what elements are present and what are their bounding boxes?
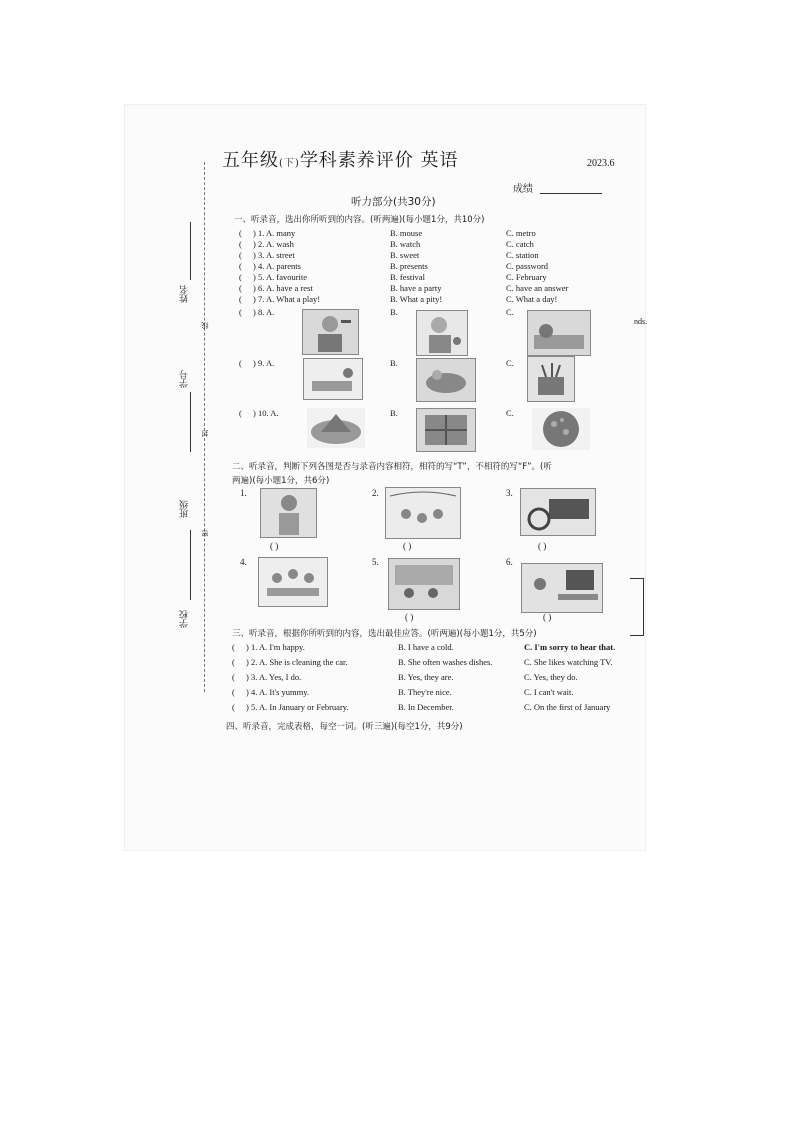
- question-row: ( ) 5. A. In January or February.: [232, 702, 349, 712]
- question-row: ( ) 10. A.: [239, 408, 279, 418]
- option-c[interactable]: C. password: [506, 261, 549, 271]
- magnifier-object-image[interactable]: [520, 488, 596, 536]
- id-label: 学号: [180, 370, 190, 388]
- option-b[interactable]: B. festival: [390, 272, 425, 282]
- section1-heading: 一、听录音，选出你所听到的内容。(听两遍)(每小题1分，共10分): [234, 215, 485, 225]
- id-blank[interactable]: [190, 392, 191, 452]
- picture-number: 3.: [506, 488, 513, 498]
- picture-number: 5.: [372, 557, 379, 567]
- option-b-label: B.: [390, 358, 398, 368]
- option-c-label: C.: [506, 358, 514, 368]
- question-row: ( ) 3. A. Yes, I do.: [232, 672, 302, 682]
- question-row: ( ) 4. A. It's yummy.: [232, 687, 310, 697]
- option-b[interactable]: B. have a party: [390, 283, 442, 293]
- picture-number: 2.: [372, 488, 379, 498]
- family-dinner-image[interactable]: [258, 557, 328, 607]
- answer-blank[interactable]: ( ): [270, 541, 279, 551]
- option-b[interactable]: B. presents: [390, 261, 428, 271]
- part-title: 听力部分(共30分): [351, 196, 436, 208]
- name-blank[interactable]: [190, 222, 191, 280]
- section3-heading: 三、听录音，根据你所听到的内容，选出最佳应答。(听两遍)(每小题1分，共5分): [232, 629, 537, 639]
- option-c[interactable]: C. I'm sorry to hear that.: [524, 642, 616, 652]
- option-c[interactable]: C. On the first of January: [524, 702, 611, 712]
- school-label: 学校: [180, 610, 190, 628]
- option-b[interactable]: B. What a pity!: [390, 294, 443, 304]
- question-row: ( ) 7. A. What a play!: [239, 294, 321, 304]
- option-c-label: C.: [506, 408, 514, 418]
- score-blank[interactable]: [540, 193, 602, 194]
- section2-heading-cont: 两遍)(每小题1分，共6分): [232, 476, 330, 486]
- question-row: ( ) 2. A. She is cleaning the car.: [232, 657, 348, 667]
- picture-number: 1.: [240, 488, 247, 498]
- title-term: (下): [279, 158, 300, 169]
- washing-hands-image[interactable]: [303, 358, 363, 400]
- exam-date: 2023.6: [587, 158, 615, 169]
- picture-number: 6.: [506, 557, 513, 567]
- section4-heading: 四、听录音，完成表格，每空一词。(听三遍)(每空1分，共9分): [226, 722, 463, 732]
- option-c[interactable]: C. catch: [506, 239, 534, 249]
- answer-blank[interactable]: ( ): [538, 541, 547, 551]
- round-pizza-image[interactable]: [532, 408, 590, 450]
- question-row: ( ) 4. A. parents: [239, 261, 301, 271]
- option-c[interactable]: C. What a day!: [506, 294, 558, 304]
- answer-blank[interactable]: ( ): [405, 612, 414, 622]
- washing-dishes-image[interactable]: [416, 358, 476, 402]
- option-c[interactable]: C. She likes watching TV.: [524, 657, 613, 667]
- question-row: ( ) 1. A. many: [239, 228, 296, 238]
- seal-line: [204, 162, 205, 692]
- option-c[interactable]: C. metro: [506, 228, 536, 238]
- child-sneezing-image[interactable]: [260, 488, 317, 538]
- question-row: ( ) 9. A.: [239, 358, 275, 368]
- option-c[interactable]: C. I can't wait.: [524, 687, 574, 697]
- option-b[interactable]: B. Yes, they are.: [398, 672, 454, 682]
- answer-blank[interactable]: ( ): [543, 612, 552, 622]
- children-playing-image[interactable]: [385, 487, 461, 539]
- answer-blank[interactable]: ( ): [403, 541, 412, 551]
- class-label: 班级: [180, 500, 190, 518]
- picture-number: 4.: [240, 557, 247, 567]
- boy-thinking-image[interactable]: [416, 310, 468, 356]
- score-label: 成绩: [513, 184, 533, 195]
- option-b[interactable]: B. In December.: [398, 702, 454, 712]
- line-mark: 线: [201, 322, 209, 329]
- question-row: ( ) 2. A. wash: [239, 239, 294, 249]
- question-row: ( ) 1. A. I'm happy.: [232, 642, 305, 652]
- close-mark: 密: [201, 530, 209, 537]
- option-b[interactable]: B. They're nice.: [398, 687, 452, 697]
- question-row: ( ) 3. A. street: [239, 250, 295, 260]
- option-b[interactable]: B. She often washes dishes.: [398, 657, 493, 667]
- class-blank[interactable]: [190, 530, 191, 600]
- question-row: ( ) 5. A. favourite: [239, 272, 308, 282]
- option-c-label: C.: [506, 307, 514, 317]
- seal-mark: 封: [201, 430, 209, 437]
- boy-eating-image[interactable]: [302, 309, 359, 355]
- question-row: ( ) 8. A.: [239, 307, 275, 317]
- option-b[interactable]: B. mouse: [390, 228, 423, 238]
- exam-title: [222, 146, 459, 172]
- section2-heading: 二、听录音，判断下列各图是否与录音内容相符，相符的写“T”，不相符的写“F”。(听: [232, 462, 552, 472]
- option-c[interactable]: C. have an answer: [506, 283, 569, 293]
- option-b-label: B.: [390, 408, 398, 418]
- pizza-slice-image[interactable]: [307, 408, 365, 448]
- title-grade: 五年级: [222, 150, 279, 171]
- child-sleeping-image[interactable]: [527, 310, 591, 356]
- option-c[interactable]: C. station: [506, 250, 539, 260]
- square-cake-image[interactable]: [416, 408, 476, 452]
- computer-desk-image[interactable]: [521, 563, 603, 613]
- option-c[interactable]: C. February: [506, 272, 547, 282]
- name-label: 姓名: [180, 285, 190, 303]
- margin-box: [630, 578, 644, 636]
- title-subject: 学科素养评价 英语: [299, 150, 459, 171]
- option-c[interactable]: C. Yes, they do.: [524, 672, 578, 682]
- cooking-pot-image[interactable]: [527, 356, 575, 402]
- classroom-image[interactable]: [388, 558, 460, 610]
- option-b[interactable]: B. I have a cold.: [398, 642, 454, 652]
- bleed-text: nds.: [634, 317, 648, 326]
- question-row: ( ) 6. A. have a rest: [239, 283, 313, 293]
- option-b[interactable]: B. sweet: [390, 250, 420, 260]
- option-b-label: B.: [390, 307, 398, 317]
- option-b[interactable]: B. watch: [390, 239, 421, 249]
